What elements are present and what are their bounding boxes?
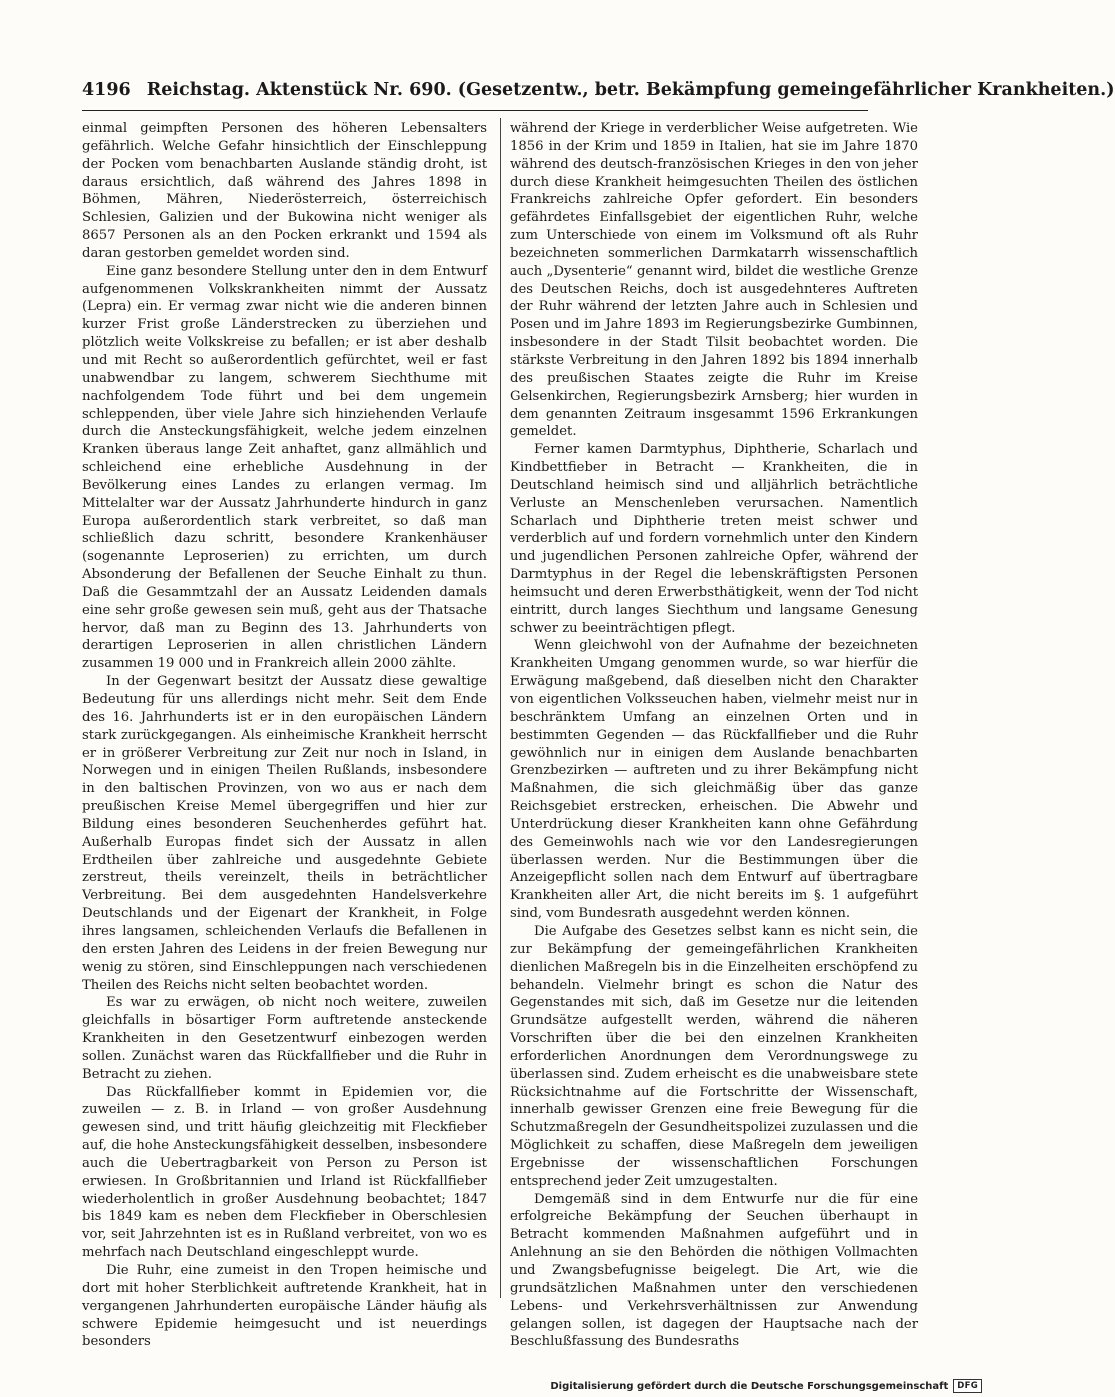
paragraph: Das Rückfallfieber kommt in Epidemien vor, die zuweilen — z. B. in Irland — von großer Ausdehnung gewesen sind, und tritt häufig gleichzeitig mit Fleckfieber auf, die hohe Ansteckungsfähigkeit desselben, insbesondere auch die Uebertragbarkeit von Person zu Person ist erwiesen. In Großbritannien und Irland ist Rückfallfieber wiederholentlich in großer Ausdehnung beobachtet; 1847 bis 1849 kam es neben dem Fleckfieber in Oberschlesien vor, seit Jahrzehnten ist es in Rußland verbreitet, von wo es mehrfach nach Deutschland eingeschleppt wurde. — [82, 1084, 487, 1261]
paragraph: Wenn gleichwohl von der Aufnahme der bezeichneten Krankheiten Umgang genommen wurde, so war hierfür die Erwägung maßgebend, daß dieselben nicht den Charakter von eigentlichen Volksseuchen haben, vielmehr meist nur in beschränktem Umfang an einzelnen Orten und in bestimmten Gegenden — das Rückfallfieber und die Ruhr gewöhnlich nur in einigen dem Auslande benachbarten Grenzbezirken — auftreten und zu ihrer Bekämpfung nicht Maßnahmen, die sich gleichmäßig über das ganze Reichsgebiet erstrecken, erheischen. Die Abwehr und Unterdrückung dieser Krankheiten kann ohne Gefährdung des Gemeinwohls nach wie vor den Landesregierungen überlassen werden. Nur die Bestimmungen über die Anzeigepflicht sollen nach dem Entwurf auf übertragbare Krankheiten aller Art, die nicht bereits im §. 1 aufgeführt sind, vom Bundesrath ausgedehnt werden können. — [510, 638, 918, 922]
footer-text: Digitalisierung gefördert durch die Deutsche Forschungsgemeinschaft — [550, 1380, 949, 1392]
running-title: Reichstag. Aktenstück Nr. 690. (Gesetzentw., betr. Bekämpfung gemeingefährlicher Krankheiten.) — [146, 80, 1115, 100]
paragraph: Die Ruhr, eine zumeist in den Tropen heimische und dort mit hoher Sterblichkeit auftretende Krankheit, hat in vergangenen Jahrhunderten europäische Länder häufig als schwere Epidemie heimgesucht und ist neuerdings besonders — [82, 1263, 487, 1350]
paragraph: Eine ganz besondere Stellung unter den in dem Entwurf aufgenommenen Volkskrankheiten nimmt der Aussatz (Lepra) ein. Er vermag zwar nicht wie die anderen binnen kurzer Frist große Länderstrecken zu überziehen und plötzlich weite Volkskreise zu befallen; er ist aber deshalb und mit Recht so außerordentlich gefürchtet, weil er fast unabwendbar zu langem, schwerem Siechthume mit nachfolgendem Tode führt und bei dem ungemein schleppenden, über viele Jahre sich hinziehenden Verlaufe durch die Ansteckungsfähigkeit, welche jedem einzelnen Kranken überaus lange Zeit anhaftet, ganz allmählich und schleichend eine erhebliche Ausdehnung in der Bevölkerung eines Landes zu erlangen vermag. Im Mittelalter war der Aussatz Jahrhunderte hindurch in ganz Europa außerordentlich stark verbreitet, so daß man schließlich dazu schritt, besondere Krankenhäuser (sogenannte Leproserien) zu errichten, um durch Absonderung der Befallenen der Seuche Einhalt zu thun. Daß die Gesammtzahl der an Aussatz Leidenden damals eine sehr große gewesen sein muß, geht aus der Thatsache hervor, daß man zu Beginn des 13. Jahrhunderts von derartigen Leproserien in allen christlichen Ländern zusammen 19 000 und in Frankreich allein 2000 zählte. — [82, 263, 487, 672]
paragraph: Ferner kamen Darmtyphus, Diphtherie, Scharlach und Kindbettfieber in Betracht — Krankheiten, die in Deutschland heimisch sind und alljährlich beträchtliche Verluste an Menschenleben verursachen. Namentlich Scharlach und Diphtherie treten meist schwer und verderblich auf und fordern vornehmlich unter den Kindern und jugendlichen Personen zahlreiche Opfer, während der Darmtyphus in der Regel die lebenskräftigsten Personen heimsucht und deren Erwerbsthätigkeit, wenn der Tod nicht eintritt, durch langes Siechthum und langsame Genesung schwer zu beeinträchtigen pflegt. — [510, 442, 918, 636]
paragraph: Demgemäß sind in dem Entwurfe nur die für eine erfolgreiche Bekämpfung der Seuchen überhaupt in Betracht kommenden Maßnahmen aufgeführt und in Anlehnung an sie den Behörden die nöthigen Vollmachten und Zwangsbefugnisse beigelegt. Die Art, wie die grundsätzlichen Maßnahmen unter den verschiedenen Lebens- und Verkehrsverhältnissen zur Anwendung gelangen sollen, ist dagegen der Hauptsache nach der Beschlußfassung des Bundesraths — [510, 1191, 918, 1350]
dfg-logo-icon: DFG — [953, 1379, 982, 1393]
column-divider — [500, 118, 501, 1298]
paragraph: Es war zu erwägen, ob nicht noch weitere, zuweilen gleichfalls in bösartiger Form auftretende ansteckende Krankheiten in den Gesetzentwurf einbezogen werden sollen. Zunächst waren das Rückfallfieber und die Ruhr in Betracht zu ziehen. — [82, 995, 487, 1082]
paragraph: einmal geimpften Personen des höheren Lebensalters gefährlich. Welche Gefahr hinsichtlich der Einschleppung der Pocken vom benachbarten Auslande ständig droht, ist daraus ersichtlich, daß während des Jahres 1898 in Böhmen, Mähren, Niederösterreich, österreichisch Schlesien, Galizien und der Bukowina nicht weniger als 8657 Personen als an den Pocken erkrankt und 1594 als daran gestorben gemeldet worden sind. — [82, 121, 487, 261]
left-column — [82, 120, 487, 1351]
page-number: 4196 — [82, 80, 131, 100]
digitization-footer — [550, 1379, 982, 1393]
right-column — [510, 120, 918, 1351]
paragraph: Die Aufgabe des Gesetzes selbst kann es nicht sein, die zur Bekämpfung der gemeingefährlichen Krankheiten dienlichen Maßregeln bis in die Einzelheiten erschöpfend zu behandeln. Vielmehr bringt es schon die Natur des Gegenstandes mit sich, daß im Gesetze nur die leitenden Grundsätze aufgestellt werden, während die näheren Vorschriften über die bei den einzelnen Krankheiten erforderlichen Anordnungen dem Verordnungswege zu überlassen sind. Zudem erheischt es die unabweisbare stete Rücksichtnahme auf die Fortschritte der Wissenschaft, innerhalb gewisser Grenzen eine freie Bewegung für die Schutzmaßregeln der Gesundheitspolizei zuzulassen und die Möglichkeit zu schaffen, diese Maßregeln dem jeweiligen Ergebnisse der wissenschaftlichen Forschungen entsprechend jeder Zeit umzugestalten. — [510, 923, 918, 1189]
page-header — [82, 80, 1115, 110]
paragraph: während der Kriege in verderblicher Weise aufgetreten. Wie 1856 in der Krim und 1859 in Italien, hat sie im Jahre 1870 während des deutsch-französischen Krieges in den von jeher durch diese Krankheit heimgesuchten Theilen des östlichen Frankreichs zahlreiche Opfer gefordert. Ein besonders gefährdetes Einfallsgebiet der eigentlichen Ruhr, welche zum Unterschiede von einem im Volksmund oft als Ruhr bezeichneten sommerlichen Darmkatarrh wissenschaftlich auch „Dysenterie“ genannt wird, bildet die westliche Grenze des Deutschen Reichs, doch ist ausgedehnteres Auftreten der Ruhr während der letzten Jahre auch in Schlesien und Posen und im Jahre 1893 im Regierungsbezirke Gumbinnen, insbesondere in der Stadt Tilsit beobachtet worden. Die stärkste Verbreitung in den Jahren 1892 bis 1894 innerhalb des preußischen Staates zeigte die Ruhr im Kreise Gelsenkirchen, Regierungsbezirk Arnsberg; hier wurden in dem genannten Zeitraum insgesammt 1596 Erkrankungen gemeldet. — [510, 121, 918, 440]
paragraph: In der Gegenwart besitzt der Aussatz diese gewaltige Bedeutung für uns allerdings nicht mehr. Seit dem Ende des 16. Jahrhunderts ist er in den europäischen Ländern stark zurückgegangen. Als einheimische Krankheit herrscht er in größerer Verbreitung zur Zeit nur noch in Island, in Norwegen und in einigen Theilen Rußlands, insbesondere in den baltischen Provinzen, von wo aus er nach dem preußischen Kreise Memel übergegriffen und hier zur Bildung eines besonderen Seuchenherdes geführt hat. Außerhalb Europas findet sich der Aussatz in allen Erdtheilen über zahlreiche und ausgedehnte Gebiete zerstreut, theils vereinzelt, theils in beträchtlicher Verbreitung. Bei dem ausgedehnten Handelsverkehre Deutschlands und der Eigenart der Krankheit, in Folge ihres langsamen, schleichenden Verlaufs die Befallenen in den ersten Jahren des Leidens in der freien Bewegung nur wenig zu stören, sind Einschleppungen nach verschiedenen Theilen des Reichs nicht selten beobachtet worden. — [82, 674, 487, 993]
header-rule — [82, 110, 868, 111]
